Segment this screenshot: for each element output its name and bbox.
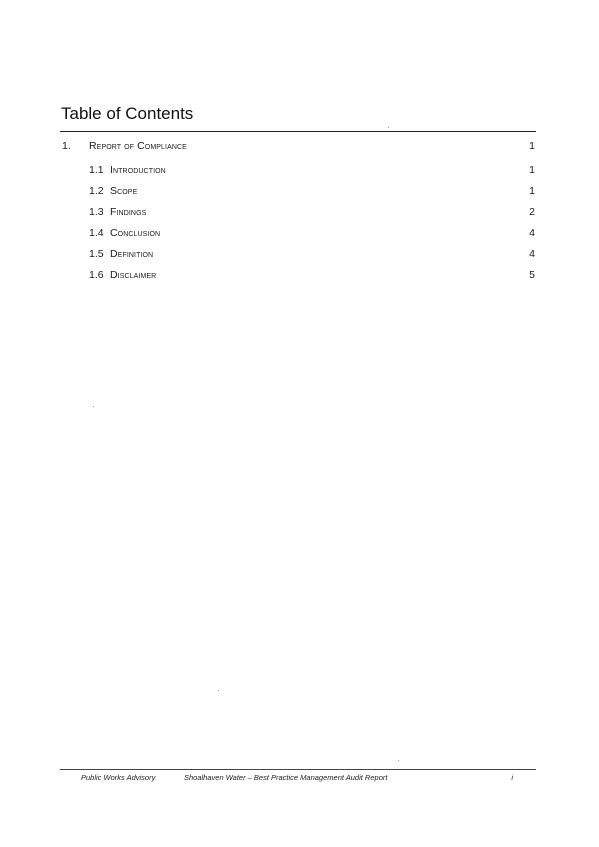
toc-entry-label: Scope — [110, 185, 138, 197]
toc-entry-label: Findings — [110, 206, 147, 218]
toc-entry-disclaimer[interactable] — [0, 269, 599, 283]
scan-speck — [93, 406, 94, 407]
footer-page-number: i — [511, 773, 513, 782]
footer-organization: Public Works Advisory — [81, 773, 156, 782]
toc-entry-definition[interactable] — [0, 248, 599, 262]
toc-entry-introduction[interactable] — [0, 164, 599, 178]
toc-entry-page: 4 — [529, 248, 535, 260]
footer-divider — [60, 769, 536, 770]
scan-speck — [218, 690, 219, 691]
toc-entry-findings[interactable] — [0, 206, 599, 220]
toc-entry-page: 1 — [529, 140, 535, 152]
toc-entry-page: 2 — [529, 206, 535, 218]
toc-entry-number: 1. — [62, 140, 71, 152]
toc-entry-number: 1.4 — [89, 227, 104, 239]
footer-report-title: Shoalhaven Water – Best Practice Management Audit Report — [184, 773, 388, 782]
toc-entry-label: Disclaimer — [110, 269, 157, 281]
toc-entry-label: Conclusion — [110, 227, 161, 239]
toc-entry-number: 1.2 — [89, 185, 104, 197]
toc-entry-label: Report of Compliance — [89, 140, 187, 152]
scan-speck — [398, 760, 399, 761]
toc-entry-label: Introduction — [110, 164, 166, 176]
toc-entry-number: 1.1 — [89, 164, 104, 176]
toc-entry-number: 1.5 — [89, 248, 104, 260]
toc-entry-number: 1.6 — [89, 269, 104, 281]
page-title: Table of Contents — [61, 104, 194, 123]
scan-speck — [388, 127, 389, 128]
toc-entry-page: 1 — [529, 164, 535, 176]
toc-entry-scope[interactable] — [0, 185, 599, 199]
page-footer — [0, 773, 599, 787]
toc-entry-number: 1.3 — [89, 206, 104, 218]
toc-entry-label: Definition — [110, 248, 154, 260]
toc-entry-page: 1 — [529, 185, 535, 197]
toc-entry-report-of-compliance[interactable] — [0, 140, 599, 154]
toc-entry-page: 5 — [529, 269, 535, 281]
title-divider — [60, 131, 536, 132]
toc-entry-conclusion[interactable] — [0, 227, 599, 241]
toc-entry-page: 4 — [529, 227, 535, 239]
